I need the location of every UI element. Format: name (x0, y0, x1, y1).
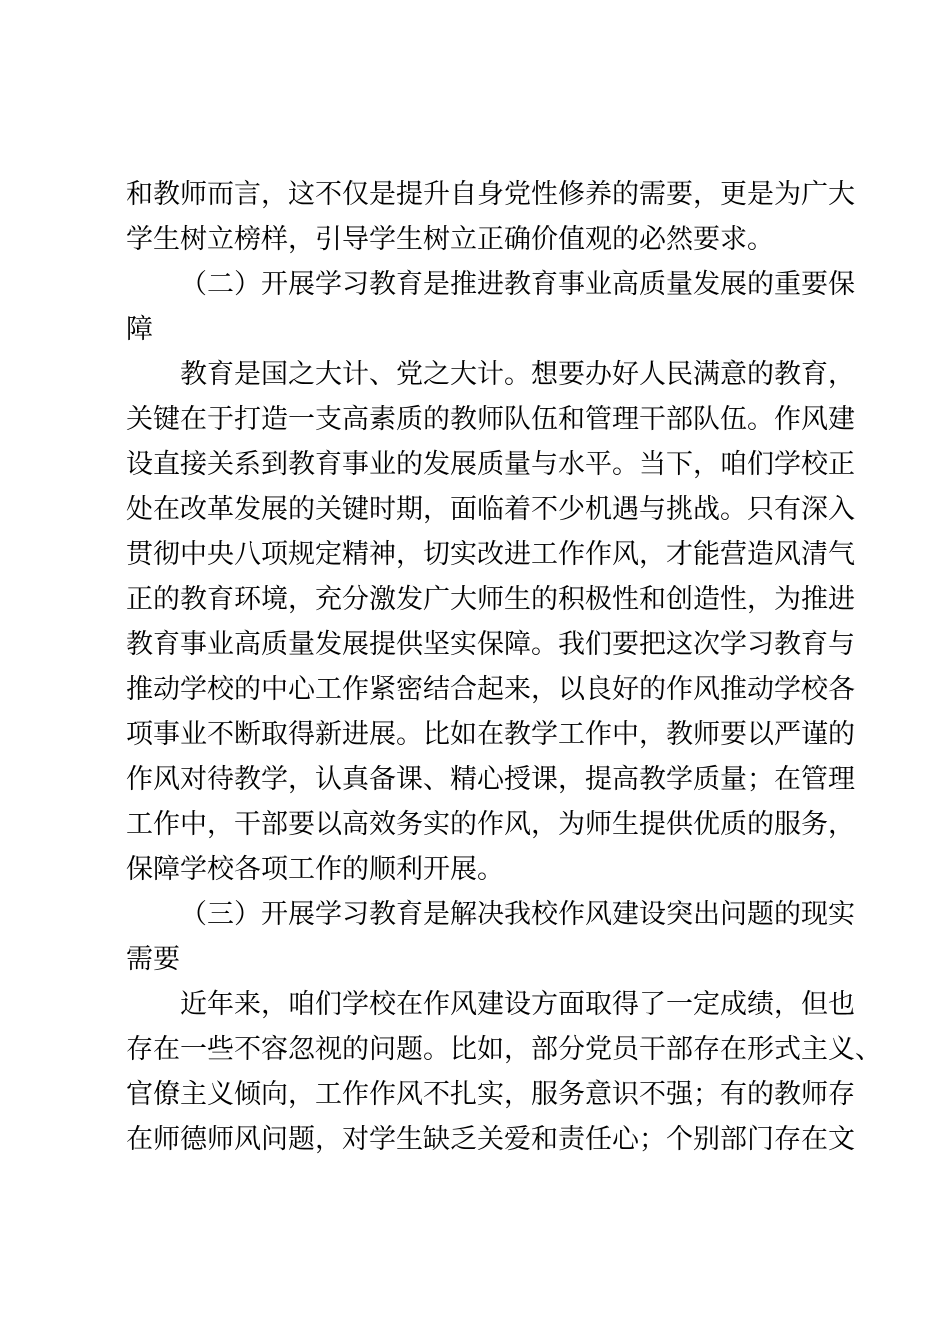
heading-line: （三）开展学习教育是解决我校作风建设突出问题的现实 (180, 899, 855, 930)
paragraph-continuation (126, 172, 855, 262)
text-line: 教育是国之大计、党之大计。想要办好人民满意的教育， (180, 359, 855, 390)
text-line: 设直接关系到教育事业的发展质量与水平。当下，咱们学校正 (126, 449, 855, 480)
text-line: 和教师而言，这不仅是提升自身党性修养的需要，更是为广大 (126, 179, 855, 210)
heading-line: 需要 (126, 944, 180, 975)
text-line: 推动学校的中心工作紧密结合起来，以良好的作风推动学校各 (126, 674, 855, 705)
text-line: 学生树立榜样，引导学生树立正确价值观的必然要求。 (126, 224, 774, 255)
text-line: 近年来，咱们学校在作风建设方面取得了一定成绩，但也 (180, 989, 855, 1020)
text-line: 贯彻中央八项规定精神，切实改进工作作风，才能营造风清气 (126, 539, 855, 570)
heading-line: 障 (126, 314, 153, 345)
text-line: 项事业不断取得新进展。比如在教学工作中，教师要以严谨的 (126, 719, 855, 750)
text-line: 存在一些不容忽视的问题。比如，部分党员干部存在形式主义、 (126, 1034, 882, 1065)
text-line: 官僚主义倾向，工作作风不扎实，服务意识不强；有的教师存 (126, 1079, 855, 1110)
body-text (126, 172, 882, 1162)
text-line: 工作中，干部要以高效务实的作风，为师生提供优质的服务， (126, 809, 855, 840)
text-line: 教育事业高质量发展提供坚实保障。我们要把这次学习教育与 (126, 629, 855, 660)
paragraph-education (126, 352, 855, 892)
heading-line: （二）开展学习教育是推进教育事业高质量发展的重要保 (180, 269, 855, 300)
text-line: 处在改革发展的关键时期，面临着不少机遇与挑战。只有深入 (126, 494, 855, 525)
text-line: 保障学校各项工作的顺利开展。 (126, 854, 504, 885)
paragraph-problems (126, 982, 882, 1162)
text-line: 正的教育环境，充分激发广大师生的积极性和创造性，为推进 (126, 584, 855, 615)
text-line: 作风对待教学，认真备课、精心授课，提高教学质量；在管理 (126, 764, 855, 795)
section-heading-2 (126, 262, 855, 352)
text-line: 在师德师风问题，对学生缺乏关爱和责任心；个别部门存在文 (126, 1124, 855, 1155)
section-heading-3 (126, 892, 855, 982)
text-line: 关键在于打造一支高素质的教师队伍和管理干部队伍。作风建 (126, 404, 855, 435)
